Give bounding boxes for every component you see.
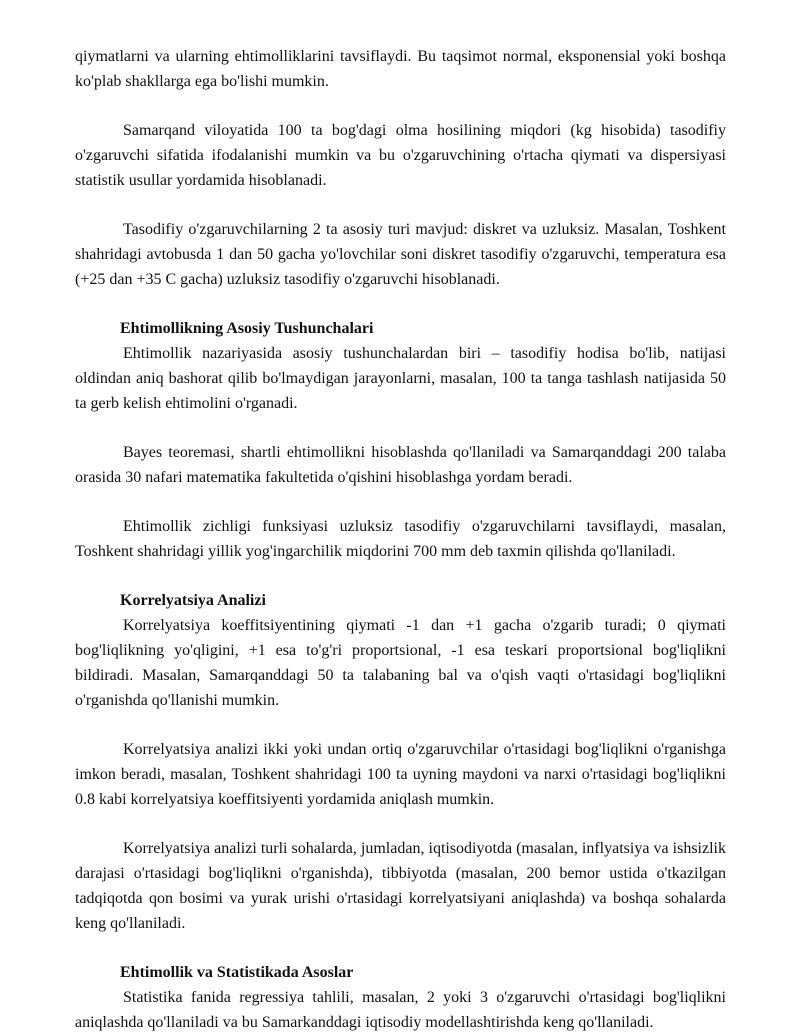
paragraph: Tasodifiy o'zgaruvchilarning 2 ta asosiy turi mavjud: diskret va uzluksiz. Masalan, Toshkent shahridagi avtobusda 1 dan 50 gacha yo'lovchilar soni diskret tasodifiy o'zgaruvchi, temperatura esa (+25 dan +35 C gacha) uzluksiz tasodifiy o'zgaruvchi hisoblanadi. [75,221,726,288]
paragraph: Korrelyatsiya analizi turli sohalarda, jumladan, iqtisodiyotda (masalan, inflyatsiya va ishsizlik darajasi o'rtasidagi bog'liqlikni o'rganishda), tibbiyotda (masalan, 200 bemor ustida o'tkazilgan tadqiqotda qon bosimi va yurak urishi o'rtasidagi korrelyatsiyani aniqlashda) va boshqa sohalarda keng qo'llaniladi. [75,840,726,932]
section-heading: Korrelyatsiya Analizi [120,592,266,609]
paragraph: Samarqand viloyatida 100 ta bog'dagi olma hosilining miqdori (kg hisobida) tasodifiy o'zgaruvchi sifatida ifodalanishi mumkin va bu o'zgaruvchining o'rtacha qiymati va dispersiyasi statistik usullar yordamida hisoblanadi. [75,122,726,189]
paragraph: Ehtimollik zichligi funksiyasi uzluksiz tasodifiy o'zgaruvchilarni tavsiflaydi, masalan, Toshkent shahridagi yillik yog'ingarchilik miqdorini 700 mm deb taxmin qilishda qo'llaniladi. [75,518,726,560]
paragraph: Statistika fanida regressiya tahlili, masalan, 2 yoki 3 o'zgaruvchi o'rtasidagi bog'liqlikni aniqlashda qo'llaniladi va bu Samarkanddagi iqtisodiy modellashtirishda keng qo'llaniladi. [75,989,726,1031]
paragraph: Korrelyatsiya analizi ikki yoki undan ortiq o'zgaruvchilar o'rtasidagi bog'liqlikni o'rganishga imkon beradi, masalan, Toshkent shahridagi 100 ta uyning maydoni va narxi o'rtasidagi bog'liqlikni 0.8 kabi korrelyatsiya koeffitsiyenti yordamida aniqlash mumkin. [75,741,726,808]
paragraph: qiymatlarni va ularning ehtimolliklarini tavsiflaydi. Bu taqsimot normal, eksponensial yoki boshqa ko'plab shakllarga ega bo'lishi mumkin. [75,48,726,90]
paragraph: Bayes teoremasi, shartli ehtimollikni hisoblashda qo'llaniladi va Samarqanddagi 200 talaba orasida 30 nafari matematika fakultetida o'qishini hisoblashga yordam beradi. [75,444,726,486]
document-page [75,44,726,1035]
section-heading: Ehtimollikning Asosiy Tushunchalari [120,320,374,337]
paragraph: Ehtimollik nazariyasida asosiy tushunchalardan biri – tasodifiy hodisa bo'lib, natijasi oldindan aniq bashorat qilib bo'lmaydigan jarayonlarni, masalan, 100 ta tanga tashlash natijasida 50 ta gerb kelish ehtimolini o'rganadi. [75,345,726,412]
paragraph: Korrelyatsiya koeffitsiyentining qiymati -1 dan +1 gacha o'zgarib turadi; 0 qiymati bog'liqlikning yo'qligini, +1 esa to'g'ri proportsional, -1 esa teskari proportsional bog'liqlikni bildiradi. Masalan, Samarqanddagi 50 ta talabaning bal va o'qish vaqti o'rtasidagi bog'liqlikni o'rganishda qo'llanishi mumkin. [75,617,726,709]
section-heading: Ehtimollik va Statistikada Asoslar [120,964,354,981]
